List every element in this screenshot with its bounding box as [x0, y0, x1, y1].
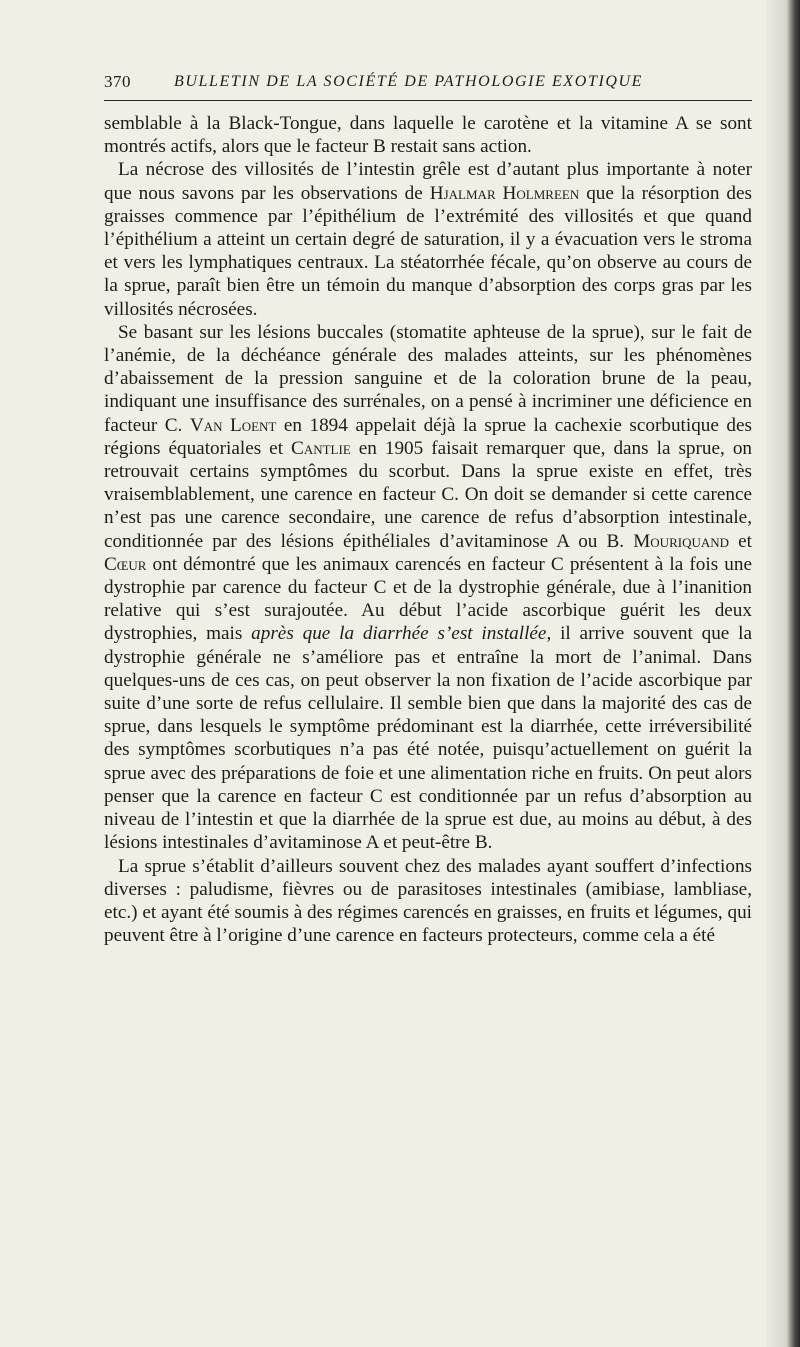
paragraph-text: La sprue s’établit d’ailleurs souvent chez des malades ayant souffert d’infections diverses : paludisme, fièvres ou de parasitoses intestinales (amibiase, lambliase, etc.) et ayant été soumis à des régimes carencés en graisses, en fruits et légumes, qui peuvent être à l’origine d’une carence en facteurs protecteurs, comme cela a été — [104, 855, 752, 947]
author-name: Mouriquand — [633, 530, 730, 552]
header-rule — [104, 100, 752, 101]
paragraph-continuation — [104, 112, 752, 158]
article-body — [104, 112, 752, 947]
italic-emphasis: après que la diarrhée s’est installée — [251, 623, 547, 645]
paragraph-text: en 1894 appelait déjà la sprue la cachexie scorbutique des régions équatoriales et — [104, 414, 752, 459]
paragraph-text: semblable à la Black-Tongue, dans laquelle le carotène et la vitamine A se sont montrés actifs, alors que le facteur B restait sans action. — [104, 113, 752, 158]
paragraph-text: , il arrive souvent que la dystrophie générale ne s’améliore pas et entraîne la mort de l’animal. Dans quelques-uns de ces cas, on peut observer la non fixation de l’acide ascorbique par suite d’une sorte de refus cellulaire. Il semble bien que dans la majorité des cas de sprue, dans lesquels le symptôme prédominant est la diarrhée, cette irréversibilité des symptômes scorbutiques n’a pas été notée, puisqu’actuellement on guérit la sprue avec des préparations de foie et une alimentation riche en fruits. On peut alors penser que la carence en facteur C est conditionnée par un refus d’absorption au niveau de l’intestin et que la diarrhée de la sprue est due, au moins au début, à des lésions intestinales d’avitaminose A et peut-être B. — [104, 623, 752, 854]
page-number: 370 — [104, 72, 131, 91]
paragraph-etablissement — [104, 855, 752, 948]
paragraph-text: Se basant sur les lésions buccales (stomatite aphteuse de la sprue), sur le fait de l’anémie, de la déchéance générale des malades atteints, sur les phénomènes d’abaissement de la pression sanguine et de la coloration brune de la peau, indiquant une insuffisance des surrénales, on a pensé à incriminer une déficience en facteur C. — [104, 321, 752, 436]
author-name: Cantlie — [291, 437, 351, 459]
author-name: Hjalmar Holmreen — [429, 182, 580, 204]
paragraph-villosites — [104, 158, 752, 320]
paragraph-text: ont démontré que les animaux carencés en facteur C présentent à la fois une dystrophie par carence du facteur C et de la dystrophie générale, due à l’inanition relative qui s’est surajoutée. Au début l’acide ascorbique guérit les deux dystrophies, mais — [104, 553, 752, 645]
page-edge-shadow — [766, 0, 800, 1347]
paragraph-text: et — [729, 530, 752, 552]
running-header — [104, 72, 752, 98]
paragraph-text: La nécrose des villosités de l’intestin grêle est d’autant plus importante à noter que nous savons par les observations de — [104, 159, 752, 204]
author-name: Van Loent — [189, 414, 277, 436]
paragraph-facteur-c — [104, 321, 752, 855]
paragraph-text: que la résorption des graisses commence par l’épithélium de l’extrémité des villosités et que quand l’épithélium a atteint un certain degré de saturation, il y a évacuation vers le stroma et vers les lymphatiques centraux. La stéatorrhée fécale, qu’on observe au cours de la sprue, paraît bien être un témoin du manque d’absorption des corps gras par les villosités nécrosées. — [104, 182, 752, 320]
paragraph-text: en 1905 faisait remarquer que, dans la sprue, on retrouvait certains symptômes du scorbut. Dans la sprue existe en effet, très vraisemblablement, une carence en facteur C. On doit se demander si cette carence n’est pas une carence secondaire, une carence de refus d’absorption intestinale, conditionnée par des lésions épithéliales d’avitaminose A ou B. — [104, 437, 753, 552]
running-title: BULLETIN DE LA SOCIÉTÉ DE PATHOLOGIE EXOTIQUE — [174, 73, 644, 90]
author-name: Cœur — [104, 553, 147, 575]
